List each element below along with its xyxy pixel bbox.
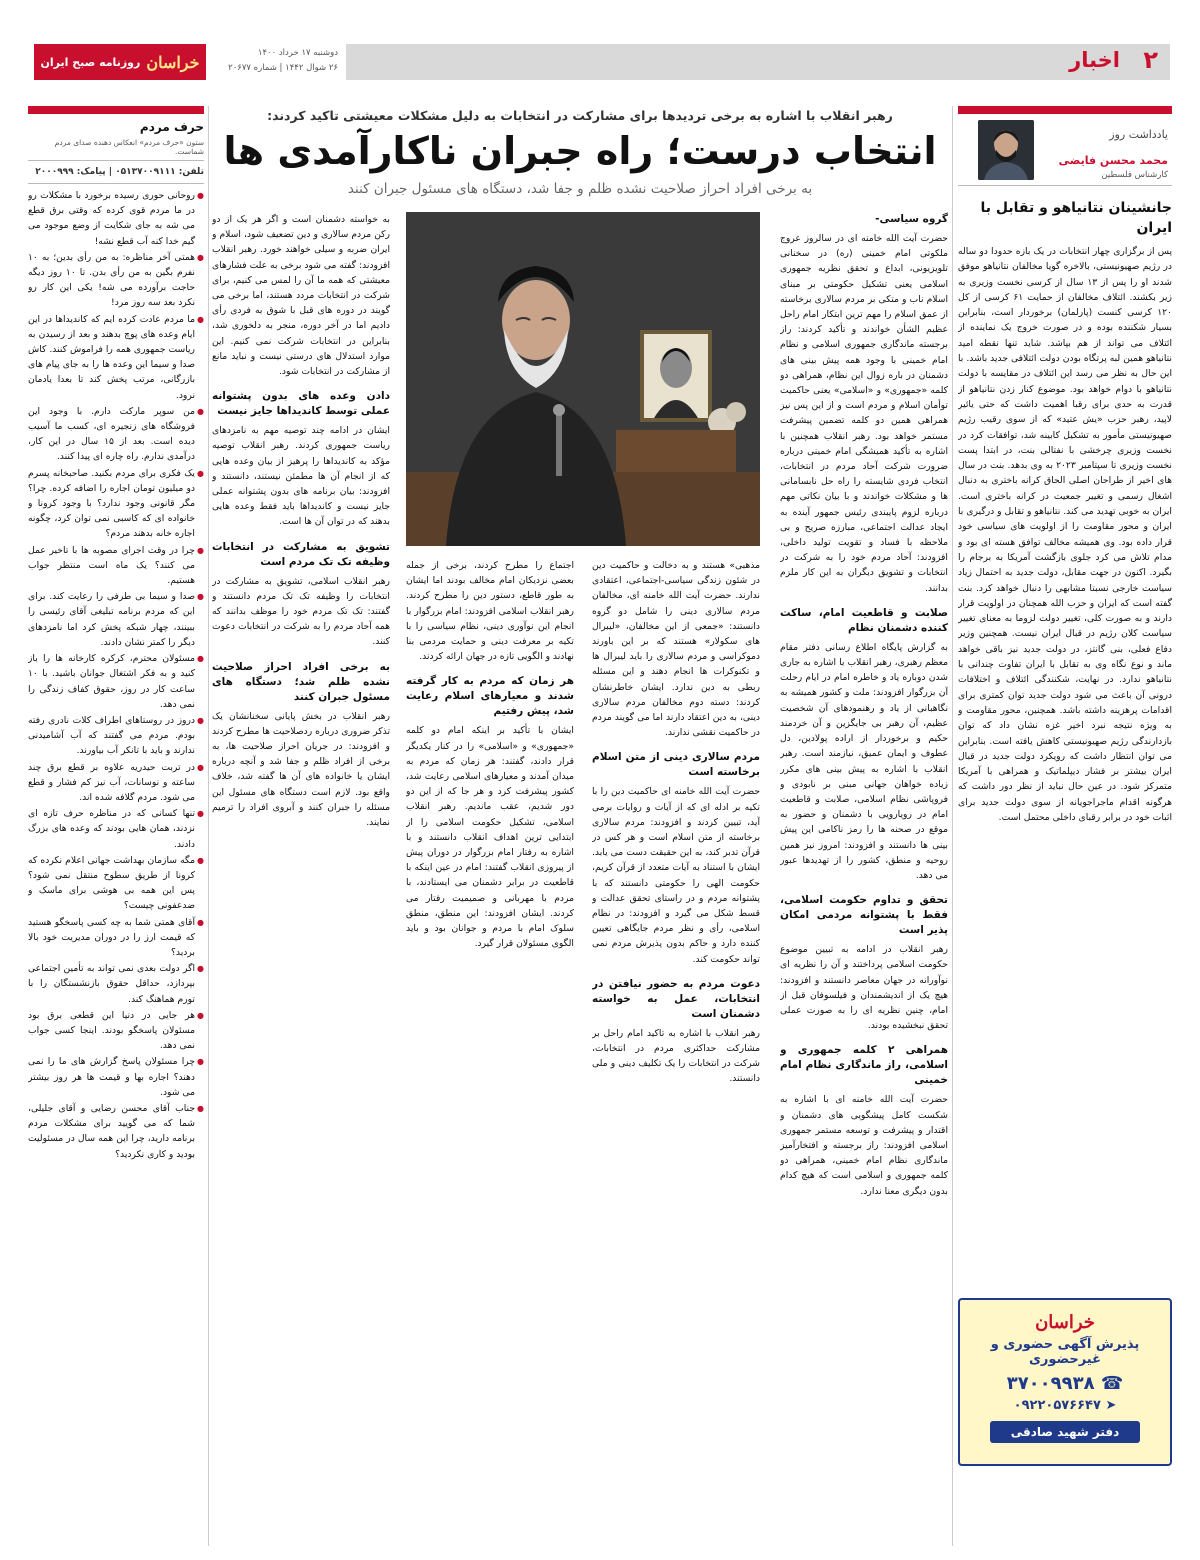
author-portrait-icon	[978, 120, 1034, 180]
list-item: ● چرا در وقت اجرای مصوبه ها با تاخیر عمل می کنند؟ یک ماه است منتظر جواب هستیم.	[28, 543, 204, 589]
paragraph: به گزارش پایگاه اطلاع رسانی دفتر مقام معظم رهبری، رهبر انقلاب با اشاره به جاری شدن دوباره یاد و خاطره امام در ایام رحلت آن بزرگوار افزودند: ملت و کشور همیشه به نگاهبانی از یاد و رهنمودهای آن شخصیت عظیم، آن رهبر بی جایگزین و آن خردمند حکیم و برخوردار از اراده پولادین، دل عطوف و ایمان عمیق، نیازمند است. رهبر انقلاب با اشاره به پیش بینی های مکرر زیاده خواهان جهانی مبنی بر نابودی و فروپاشی نظام اسلامی، صلابت و قاطعیت امام در رویارویی با دشمنان و حضور به موقع در صحنه ها را رمز ناکامی این پیش بینی ها دانستند و افزودند: امروز نیز همین روحیه و منطق، کشور را از تهدیدها عبور می دهد.	[780, 641, 948, 881]
opinion-title[interactable]: جانشینان نتانیاهو و تقابل با ایران	[980, 200, 1172, 236]
ad-brand: خراسان	[1035, 1312, 1095, 1333]
author-avatar	[978, 120, 1034, 180]
issue-date-line-1: دوشنبه ۱۷ خرداد ۱۴۰۰	[257, 48, 338, 58]
paragraph: اجتماع را مطرح کردند، برخی از جمله بعضی نزدیکان امام مخالف بودند اما ایشان به طور قاطع، دستور دین را مطرح کردند. رهبر انقلاب اسلامی افزودند: امام بزرگوار با انجام این نوآوری دینی، نظام سیاسی را با تکیه بر معرفت دینی و حمایت مردمی بنا نهادند و الگویی تازه در جهان ارائه کردند.	[406, 560, 574, 663]
column-divider	[208, 106, 209, 1546]
ad-phone-number: ۳۷۰۰۹۹۳۸	[1006, 1373, 1095, 1394]
readers-voice-sidebar	[28, 106, 204, 1560]
list-item: ● ما مردم عادت کرده ایم که کاندیداها در این ایام وعده های پوچ بدهند و بعد از رسیدن به ریاست جمهوری همه را فراموش کنند. کاش صدا و سیما این وعده ها را به جای پیام های بازرگانی، مرتب پخش کند تا بعدا یادمان نرود.	[28, 312, 204, 403]
subheading: صلابت و قاطعیت امام، ساکت کننده دشمنان نظام	[780, 606, 948, 634]
ad-phone	[960, 1373, 1170, 1394]
lead-label: گروه سیاسی-	[875, 213, 948, 225]
ad-office: دفتر شهید صادقی	[990, 1421, 1140, 1443]
list-item: ● صدا و سیما بی طرفی را رعایت کند. برای این که مردم برنامه تبلیغی آقای رئیسی را ببینند، چهار شبکه پخش کرد اما نامزدهای دیگر را کمتر نشان دادند.	[28, 589, 204, 650]
subheading: دعوت مردم به حضور نیافتن در انتخابات، عمل به خواسته دشمنان است	[592, 977, 760, 1020]
article-column-2	[592, 212, 760, 1558]
author-role: کارشناس فلسطین	[1101, 170, 1168, 180]
list-item: ● چرا مسئولان پاسخ گزارش های ما را نمی دهند؟ اجاره بها و قیمت ها هر روز بیشتر می شود.	[28, 1054, 204, 1100]
issue-date	[218, 46, 338, 76]
sidebar-accent-bar	[28, 106, 204, 114]
list-item: ● دروز در روستاهای اطراف کلات نادری رفته بودم. مردم می گفتند که آب آشامیدنی ندارند و باید با تانکر آب بیاورند.	[28, 713, 204, 759]
list-item: ● اگر دولت بعدی نمی تواند به تأمین اجتماعی بپردازد، حداقل حقوق بازنشستگان را با تورم هماهنگ کند.	[28, 961, 204, 1007]
subheading: دادن وعده های بدون پشتوانه عملی توسط کاندیداها جایز نیست	[212, 390, 390, 418]
list-item: ● مسئولان محترم، کرکره کارخانه ها را باز کنید و به فکر اشتغال جوانان باشید. با ۱۰ ساعت کار در روز، حقوق کفاف زندگی را نمی دهد.	[28, 651, 204, 712]
article-column-3	[406, 212, 574, 1558]
paragraph: رهبر انقلاب با اشاره به تاکید امام راحل بر مشارکت حداکثری مردم در انتخابات، شرکت در انتخابات را یک تکلیف دینی و ملی دانستند.	[592, 1027, 760, 1085]
article-column-4	[212, 212, 390, 1558]
issue-date-line-2: ۲۶ شوال ۱۴۴۲ | شماره ۲۰۶۷۷	[228, 63, 338, 73]
article-subhead: به برخی افراد احراز صلاحیت نشده ظلم و جفا شد، دستگاه های مسئول جبران کنند	[347, 181, 813, 197]
sidebar-contact: تلفن: ۰۵۱۳۷۰۰۹۱۱۱ | پیامک: ۲۰۰۰۹۹۹	[28, 167, 204, 184]
list-item: ● روحانی حوری رسیده برخورد با مشکلات رو در ما مردم قوی کرده که وقتی برق قطع می شه به جای شکایت از وضع موجود می گیم خدا کنه آب قطع نشه!	[28, 188, 204, 249]
paragraph: ایشان با تأکید بر اینکه امام دو کلمه «جمهوری» و «اسلامی» را در کنار یکدیگر قرار دادند، گفتند: هر زمان که مردم به میدان آمدند و معیارهای اسلامی رعایت شد، کشور پیشرفت کرد و هر جا که از این دو دور شدیم، عقب ماندیم. رهبر انقلاب اسلامی، تشکیل حکومت اسلامی را از ابتدایی ترین اهداف انقلاب دانستند و با اشاره به رفتار امام بزرگوار در دوران پیش از پیروزی انقلاب گفتند: امام در عین اینکه با قاطعیت در برابر دشمنان می ایستادند، با مردم با مهربانی و صمیمیت رفتار می کردند. ایشان افزودند: این منطق، منطق سلوک امام با مردم و جوانان بود و باید الگوی مسئولان قرار گیرد.	[406, 725, 574, 950]
article-column-1	[780, 212, 948, 1558]
opinion-header	[958, 114, 1172, 186]
list-item: ● هر جایی در دنیا این قطعی برق بود مسئولان پاسخگو بودند. اینجا کسی جواب نمی دهد.	[28, 1008, 204, 1054]
sidebar-description: ستون «حرف مردم» انعکاس دهنده صدای مردم شماست.	[28, 138, 204, 161]
paragraph: به خواسته دشمنان است و اگر هر یک از دو رکن مردم سالاری و دین تضعیف شود، اسلام و ایران ضربه و سیلی خواهند خورد. رهبر انقلاب افزودند: گفته می شود برخی به علت فشارهای معیشتی که همه ما آن را لمس می کنیم، برای شرکت در انتخابات مردد هستند، اما برخی می گویند در دوره های قبل با شوق به فردی رأی دادیم اما در آخر دوره، منجر به دلخوری شد، بنابراین در انتخابات شرکت نمی کنیم. این موارد استدلال های درستی نیست و نباید مانع از مشارکت در انتخابات شود.	[212, 214, 390, 378]
list-item: ● آقای همتی شما به چه کسی پاسخگو هستید که قیمت ارز را در دوران مدیریت خود بالا بردید؟	[28, 915, 204, 961]
sidebar-title: حرف مردم	[139, 120, 204, 134]
column-text	[592, 558, 760, 1089]
list-item: ● همتی آخر مناظره: به من رأی بدین؛ به ۱۰ نفرم بگین به من رأی بدن. تا ۱۰ روز دیگه حاجت برآورده می شه! یکی این کار رو نکرد بعد سه روز مرد!	[28, 250, 204, 311]
subheading: همراهی ۲ کلمه جمهوری و اسلامی، راز ماندگاری نظام امام خمینی	[780, 1044, 948, 1087]
ad-mobile-number: ۰۹۲۲۰۵۷۶۶۴۷	[1013, 1398, 1101, 1413]
section-title: اخبار	[1069, 48, 1120, 72]
main-article	[212, 106, 948, 1560]
paragraph: حضرت آیت الله خامنه ای حاکمیت دین را با تکیه بر ادله ای که از آیات و روایات برمی آید، تبیین کردند و افزودند: مردم سالاری برخاسته از متن اسلام است و هر کس در قرآن تدبر کند، به این حقیقت دست می یابد. ایشان با استناد به آیات متعدد از قرآن کریم، حکومت الهی را حکومتی دانستند که با پشتوانه مردم و در راستای تحقق عدالت و قسط شکل می گیرد و افزودند: در نظام اسلامی، رأی و نظر مردم جایگاهی تعیین کننده دارد و حاکم بدون پذیرش مردم نمی تواند حکومت کند.	[592, 786, 760, 965]
paragraph: رهبر انقلاب در بخش پایانی سخنانشان یک تذکر ضروری درباره ردصلاحیت ها مطرح کردند و افزودند: در جریان احراز صلاحیت ها، به برخی از افراد ظلم و جفا شد و آنچه درباره ایشان یا خانواده های آن ها گفته شد، خلاف واقع بود. لازم است دستگاه های مسئول این مسئله را جبران کنند و آبروی افراد را ترمیم نمایند.	[212, 710, 390, 829]
column-divider	[952, 106, 953, 1546]
ad-mobile	[960, 1398, 1170, 1413]
article-body	[212, 212, 948, 1558]
ad-title: پذیرش آگهی حضوری و غیرحضوری	[990, 1337, 1140, 1367]
newspaper-logo[interactable]	[34, 44, 206, 80]
list-item: ● جناب آقای محسن رضایی و آقای جلیلی، شما که می گویید برای مشکلات مردم برنامه دارید، چرا این همه سال در مسئولیت بودید و کاری نکردید؟	[28, 1101, 204, 1162]
opinion-accent-bar	[958, 106, 1172, 114]
subheading: تشویق به مشارکت در انتخابات وظیفه تک تک مردم است	[212, 540, 390, 568]
column-text	[406, 558, 574, 953]
paragraph: رهبر انقلاب اسلامی، تشویق به مشارکت در انتخابات را وظیفه تک تک مردم دانستند و گفتند: تک تک مردم خود را موظف بدانند که همه آحاد مردم را به شرکت در انتخابات دعوت کنند.	[212, 575, 390, 648]
paragraph: حضرت آیت الله خامنه ای با اشاره به شکست کامل پیشگویی های دشمنان و اقتدار و پیشرفت و توسعه مستمر جمهوری اسلامی افزودند: راز برجسته و افتخارآمیز ماندگاری نظام امام خمینی، همراهی دو کلمه جمهوری و اسلامی است که هیچ کدام بدون دیگری معنا ندارد.	[780, 1094, 948, 1197]
section-bar	[346, 44, 1170, 80]
author-name: محمد محسن فایضی	[1058, 154, 1168, 167]
opinion-body: پس از برگزاری چهار انتخابات در یک بازه حدودا دو ساله در رژیم صهیونیستی، بالاخره گویا مخالفان نتانیاهو موفق شدند او را پس از ۱۳ سال از کرسی نخست وزیری به زیر بکشند. ائتلاف مخالفان از حمایت ۶۱ کرسی از کل ۱۲۰ کرسی کنست (پارلمان) برخوردار است، بنابراین بسیار شکننده بوده و در صورت خروج یک نماینده از ائتلاف می تواند از هم بپاشد. شاید تنها نقطه امید نتانیاهو همین لبه پرتگاه بودن دولت ائتلافی جدید باشد. با این حال به نظر می رسد این ائتلاف در مقایسه با دولت نتانیاهو با دوام خواهد بود. موضوع کنار زدن نتانیاهو از قدرت به حدی برای رقبا اهمیت داشت که حتی یائیر لاپید، رهبر حزب «یش عتید» که از سوی رقیب رژیم صهیونیستی مأمور به تشکیل کابینه شد، توافقات کرد در نخست وزیری چرخشی با نفتالی بنت، در ابتدا پست نخست وزیری تا سپتامبر ۲۰۲۳ به وی بدهد. بنت در سال های اخیر از طراحان اصلی الحاق کرانه باختری به دنبال اشغال رسمی و تغییر جمعیت در کرانه باختری است. ایران به خوبی تهدید می کند. نتانیاهو و تقابل و درگیری با ایران و محور مقاومت را از اولویت های سیاسی خود قرار داده بود. وی همیشه مخالف توافق هسته ای بود و مدام تلاش می کرد جلوی بازگشت آمریکا به برجام را بگیرد. اکنون در جهت مقابل، دولت جدید به احتمال زیاد سیاست خارجی نسبتا مشابهی را دنبال خواهد کرد. بنت گفته است که ایران و حزب الله همچنان در اولویت قرار دارند و به صورت کلی، تغییر دولت لزوما به معنای تغییر سیاست کلان رژیم در قبال ایران نیست. همچنین وزیر دفاع فعلی، بنی گانتز، در دولت جدید نیز باقی خواهد ماند و نوع نگاه وی به تقابل با ایران تفاوت چندانی با نتانیاهو ندارد. در نهایت، شکنندگی ائتلاف و اختلافات درونی آن باعث می شود دولت جدید توان کمتری برای اقدامات پرهزینه داشته باشد. همچنین، محور مقاومت و به ویژه نتیجه نبرد اخیر غزه نشان داد که توان بازدارندگی رژیم صهیونیستی کاهش یافته است. بنابراین می توان انتظار داشت که رویکرد دولت جدید در قبال ایران بیشتر بر فشار دیپلماتیک و همراهی با آمریکا متمرکز شود. در عین حال نباید از نظر دور داشت که هرگونه اقدام ماجراجویانه از سوی دولت جدید برای اثبات خود در برابر رقبای داخلی محتمل است.	[958, 246, 1172, 823]
paragraph: مذهبی» هستند و به دخالت و حاکمیت دین در شئون زندگی سیاسی-اجتماعی، اعتقادی ندارند. حضرت آیت الله خامنه ای، مخالفان مردم سالاری دینی را شامل دو گروه دانستند: «جمعی از این مخالفان، «لیبرال های سکولار» هستند که بر این باورند دموکراسی و مردم سالاری را باید لیبرال ها و تکنوکرات ها انجام دهند و این مسئله ربطی به دین ندارد. ایشان خاطرنشان کردند: دسته دوم مخالفان مردم سالاری دینی، به دین اعتقاد دارند اما می گویند مردم در حاکمیت نقشی ندارند.	[592, 560, 760, 739]
paragraph: ایشان در ادامه چند توصیه مهم به نامزدهای ریاست جمهوری کردند. رهبر انقلاب توصیه مؤکد به کاندیداها را پرهیز از بیان وعده هایی که از انجام آن ها مطمئن نیستند، دانستند و افزودند: بیان برنامه های بدون پشتوانه عملی جایز نیست و کاندیداها باید فقط وعده هایی بدهند که در توان آن ها است.	[212, 425, 390, 528]
subheading: تحقق و تداوم حکومت اسلامی، فقط با پشتوانه مردمی امکان پذیر است	[780, 894, 948, 937]
page-header	[28, 44, 1170, 80]
opinion-column	[958, 106, 1172, 1560]
list-item: ● یک فکری برای مردم بکنید. صاحبخانه پسرم دو میلیون تومان اجاره را اضافه کرده. چرا؟ مگر قانونی وجود ندارد؟ با وجود کرونا و خانواده ای که کاسبی نمی توان کرد، چگونه اجاره خانه بدهند مردم؟	[28, 466, 204, 542]
brand-name: خراسان	[146, 52, 200, 72]
paragraph: رهبر انقلاب در ادامه به تبیین موضوع حکومت اسلامی پرداختند و آن را نظریه ای نوآورانه در جهان معاصر دانستند و افزودند: هیچ یک از اندیشمندان و فیلسوفان قبل از امام، چنین نظریه ای را به صورت عملی تحقق نبخشیده بودند.	[780, 944, 948, 1032]
messenger-icon: ➤	[1105, 1398, 1117, 1413]
list-item: ● تنها کسانی که در مناظره حرف تازه ای نزدند، همان هایی بودند که وعده های بزرگ دادند.	[28, 806, 204, 852]
list-item: ● من سوپر مارکت دارم. با وجود این فروشگاه های زنجیره ای، کسب ما آسیب دیده است. بعد از ۱۵ سال در این کار، درآمدی ندارم. راه چاره ای پیدا کنند.	[28, 404, 204, 465]
article-kicker: رهبر انقلاب با اشاره به برخی تردیدها برای مشارکت در انتخابات به دلیل مشکلات معیشتی تاکید کردند:	[267, 108, 893, 123]
phone-icon: ☎	[1100, 1373, 1124, 1394]
list-item: ● مگه سازمان بهداشت جهانی اعلام نکرده که کرونا از طریق سطوح منتقل نمی شود؟ پس این همه بی هوشی برای ماسک و ضدعفونی چیست؟	[28, 853, 204, 914]
page-number: ۲	[1143, 46, 1158, 74]
brand-subtitle: روزنامه صبح ایران	[40, 55, 141, 69]
paragraph: حضرت آیت الله خامنه ای در سالروز عروج ملکوتی امام خمینی (ره) در سخنانی تلویزیونی، ابداع و تحقق نظریه جمهوری اسلامی یعنی تشکیل حکومتی بر مبنای اسلام ناب و متکی بر مردم سالاری برخاسته از عمق اسلام را مهم ترین ابتکار امام راحل عظیم الشأن خواندند و تأکید کردند: راز برجسته ماندگاری جمهوری اسلامی و نظام امام خمینی با وجود همه پیش بینی های دشمنان در باره زوال این نظام، همراهی دو کلمه «جمهوری» و «اسلامی» یعنی حاکمیت توأمان اسلام و مردم است و از این پس نیز همراهی همین دو کلمه تضمین پیشرفت مستمر خواهد بود. رهبر انقلاب همچنین با اشاره به تأکید همیشگی امام خمینی درباره ضرورت شرکت آحاد مردم در انتخابات، انتخاب فردی شایسته را راه حل نابسامانی ها و مشکلات خواندند و با بیان نکاتی مهم درباره لزوم پایبندی رئیس جمهور آینده به ایجاد عدالت اجتماعی، مبارزه صریح و بی ملاحظه با فساد و تقویت تولید داخلی، افزودند: آحاد مردم خود را به شرکت در انتخابات و تشویق دیگران به این کار ملزم بدانند.	[780, 233, 948, 594]
subheading: به برخی افراد احراز صلاحیت نشده ظلم شد؛ دستگاه های مسئول جبران کنند	[212, 660, 390, 703]
reader-messages-list	[28, 188, 204, 1468]
subheading: مردم سالاری دینی از متن اسلام برخاسته است	[592, 751, 760, 779]
advertisement-box[interactable]	[958, 1298, 1172, 1466]
list-item: ● در تربت حیدریه علاوه بر قطع برق چند ساعته و نوسانات، آب نیز کم فشار و قطع می شود. مردم گلافه شده اند.	[28, 760, 204, 806]
subheading: هر زمان که مردم به کار گرفته شدند و معیارهای اسلام رعایت شد، پیش رفتیم	[406, 675, 574, 718]
opinion-label: یادداشت روز	[1109, 128, 1168, 141]
article-headline[interactable]: انتخاب درست؛ راه جبران ناکارآمدی ها	[223, 129, 937, 173]
